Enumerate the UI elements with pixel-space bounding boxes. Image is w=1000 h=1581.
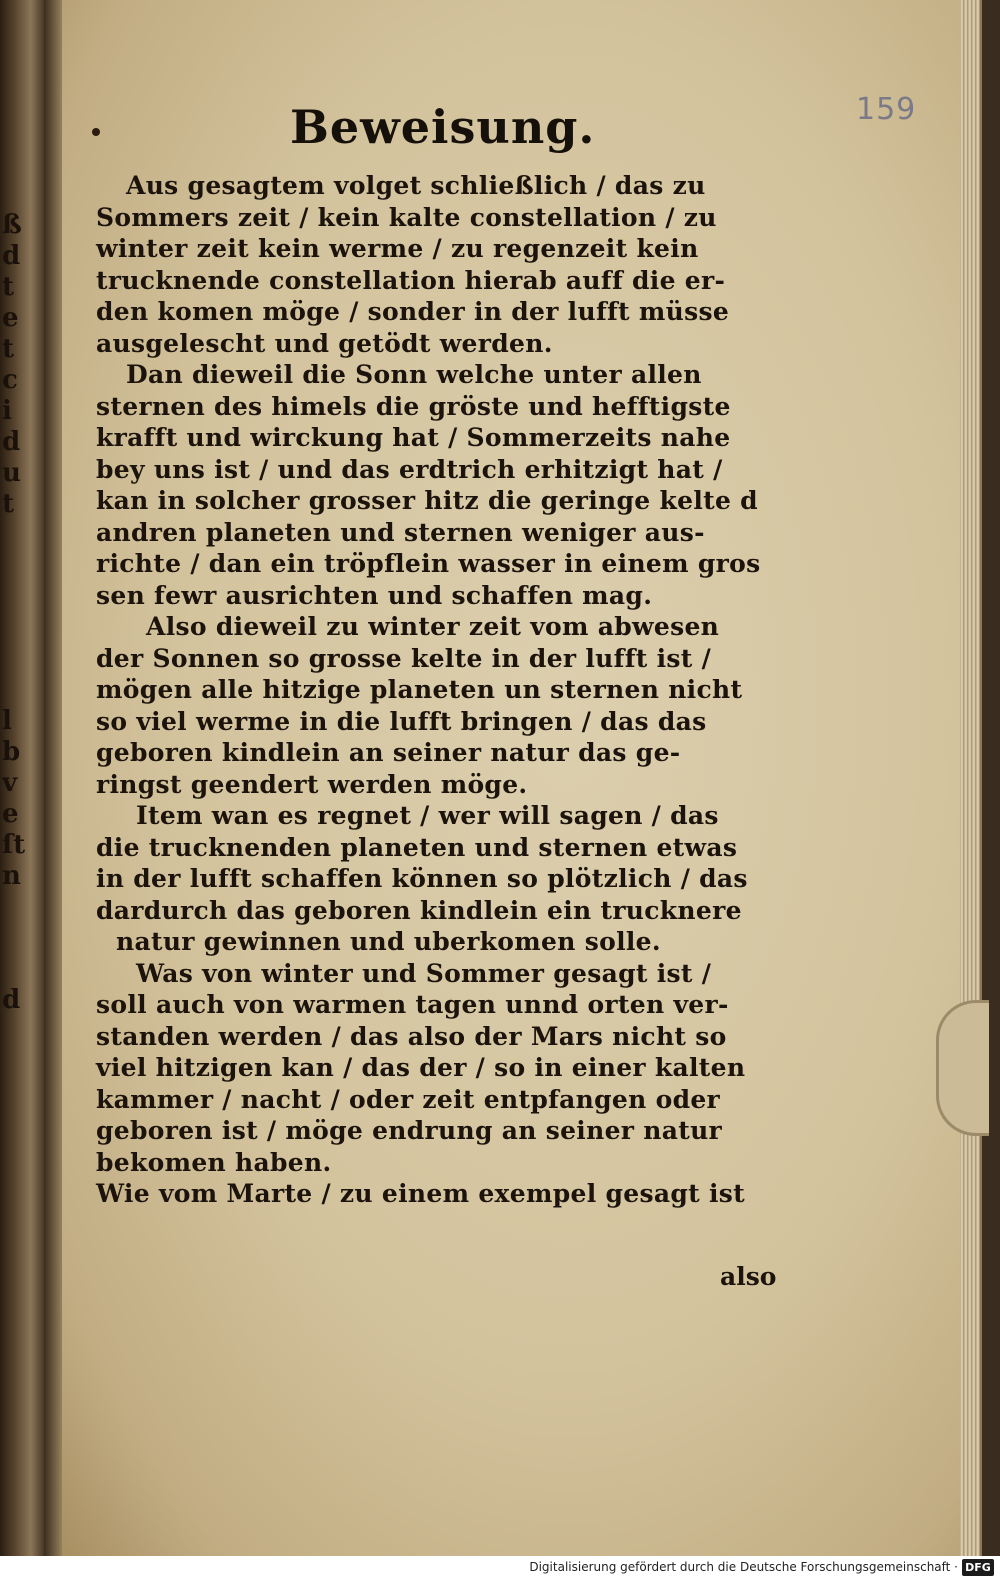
text-line: ausgelescht und getödt werden. (96, 328, 553, 358)
text-line: sternen des himels die gröste und hefftigste (96, 391, 731, 421)
text-line: Wie vom Marte / zu einem exempel gesagt ist (96, 1179, 746, 1208)
text-line: so viel werme in die lufft bringen / das das (96, 706, 707, 736)
previous-page-edge (0, 0, 44, 1560)
dfg-logo: DFG (962, 1559, 994, 1576)
text-line: kan in solcher grosser hitz die geringe kelte d (96, 486, 758, 515)
text-line: ringst geendert werden möge. (96, 769, 528, 799)
text-line: Was von winter und Sommer gesagt ist / (136, 958, 712, 988)
text-line: geboren kindlein an seiner natur das ge- (96, 738, 681, 767)
text-line: bekomen haben. (96, 1147, 332, 1177)
text-line: krafft und wirckung hat / Sommerzeits nahe (96, 423, 731, 452)
previous-page-text-fragments: ß d t e t c i d u t l b v e ſt n d (2, 210, 26, 1015)
text-line: in der lufft schaffen können so plötzlich / das (96, 864, 748, 893)
page-stack-edges (960, 0, 980, 1560)
folio-number: 159 (856, 92, 917, 127)
text-line: natur gewinnen und uberkomen solle. (116, 927, 661, 956)
text-line: den komen möge / sonder in der lufft müsse (96, 297, 730, 326)
page-heading: Beweisung. (290, 100, 596, 154)
ink-dot (92, 128, 100, 136)
text-line: sen fewr ausrichten und schaffen mag. (96, 580, 653, 610)
text-line: Dan dieweil die Sonn welche unter allen (126, 360, 702, 389)
text-line: geboren ist / möge endrung an seiner natur (96, 1116, 723, 1145)
text-line: der Sonnen so grosse kelte in der lufft ist / (96, 643, 712, 673)
text-line: Item wan es regnet / wer will sagen / das (136, 801, 719, 830)
text-line: soll auch von warmen tagen unnd orten ver- (96, 990, 729, 1019)
paper-clip-mark (936, 1000, 989, 1136)
text-line: andren planeten und sternen weniger aus- (96, 517, 705, 547)
text-line: Sommers zeit / kein kalte constellation / zu (96, 202, 717, 232)
text-line: Also dieweil zu winter zeit vom abwesen (146, 612, 720, 641)
text-line: mögen alle hitzige planeten un sternen nicht (96, 675, 743, 704)
text-line: richte / dan ein tröpflein wasser in einem gros (96, 549, 761, 578)
text-line: winter zeit kein werme / zu regenzeit kein (96, 234, 699, 263)
text-line: bey uns ist / und das erdtrich erhitzigt hat / (96, 454, 723, 484)
catchword: also (720, 1262, 777, 1291)
body-text (96, 170, 796, 1210)
text-line: Aus gesagtem volget schließlich / das zu (126, 171, 706, 200)
text-line: standen werden / das also der Mars nicht so (96, 1021, 727, 1051)
text-line: viel hitzigen kan / das der / so in einer kalten (96, 1053, 746, 1082)
funding-credit: Digitalisierung gefördert durch die Deutsche Forschungsgemeinschaft · (529, 1560, 958, 1574)
text-line: trucknende constellation hierab auff die er- (96, 265, 726, 295)
text-line: dardurch das geboren kindlein ein trucknere (96, 895, 742, 925)
text-line: die trucknenden planeten und sternen etwas (96, 832, 738, 862)
text-line: kammer / nacht / oder zeit entpfangen oder (96, 1084, 721, 1114)
